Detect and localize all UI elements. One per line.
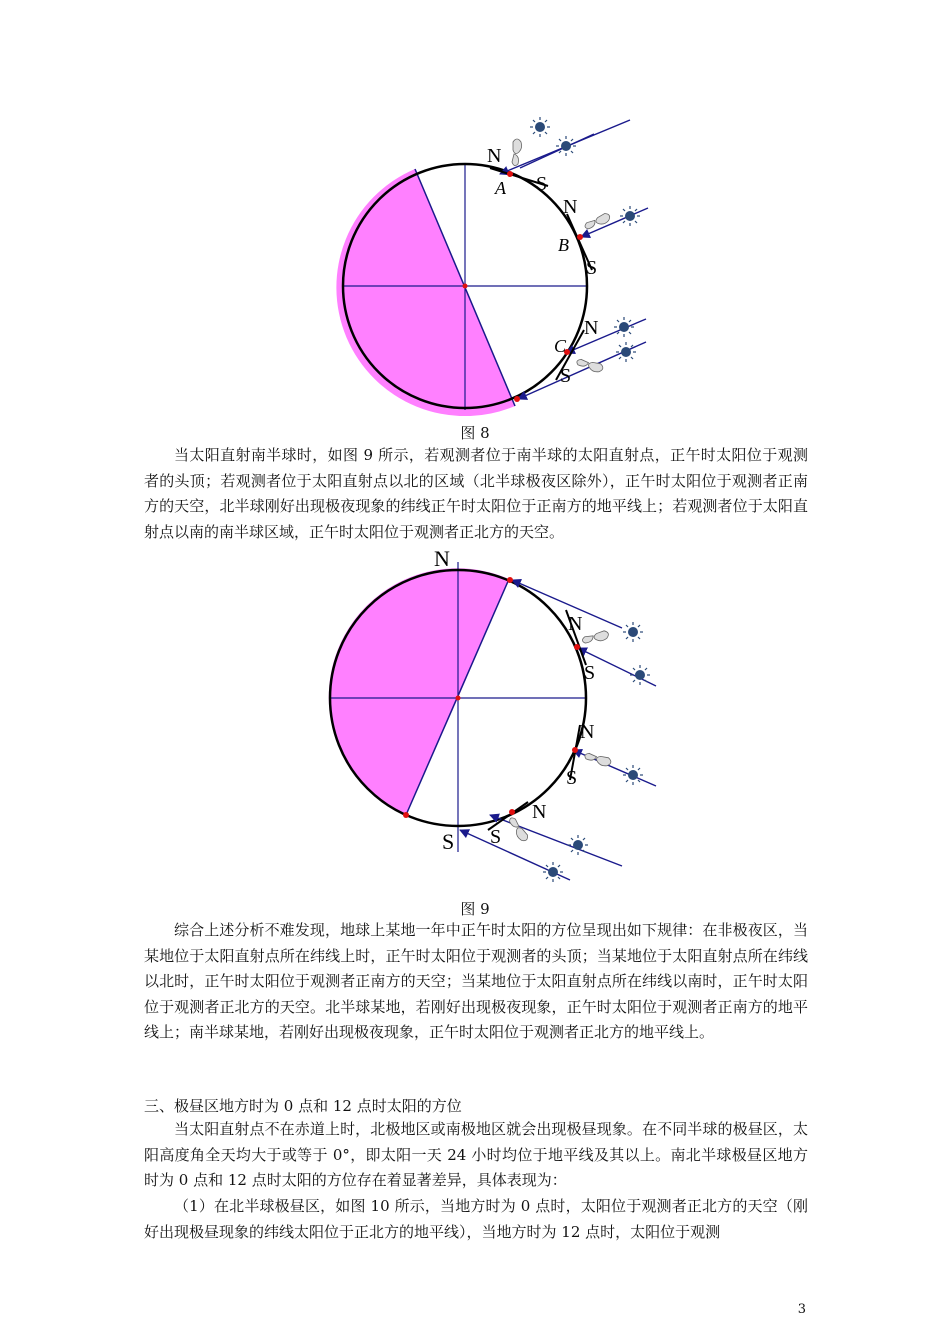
label-b: B: [558, 235, 569, 255]
label-s: S: [584, 662, 596, 684]
paragraph-1: 当太阳直射南半球时，如图 9 所示，若观测者位于南半球的太阳直射点，正午时太阳位于观测者的头顶；若观测者位于太阳直射点以北的区域（北半球极夜区除外），正午时太阳位于观测者正南方的天空，北半球刚好出现极夜现象的纬线正午时太阳位于正南方的地平线上；若观测者位于太阳直射点以南的南半球区域，正午时太阳位于观测者正北方的天空。: [144, 446, 808, 541]
label-s: S: [586, 257, 598, 279]
sun-icon: [614, 317, 634, 337]
terminator-point: [403, 812, 409, 818]
sun-icon: [543, 862, 563, 882]
label-n: N: [580, 721, 595, 743]
label-n: N: [487, 145, 502, 167]
figure-9-diagram: [320, 540, 670, 890]
sun-icon: [616, 342, 636, 362]
sun-icon: [568, 835, 588, 855]
terminator-point: [514, 396, 520, 402]
label-a: A: [495, 178, 506, 198]
page-number: 3: [797, 1302, 806, 1317]
sun-icon: [530, 117, 550, 137]
section-heading: 三、极昼区地方时为 0 点和 12 点时太阳的方位: [144, 1097, 462, 1115]
night-region: [336, 169, 515, 416]
sun-icon: [623, 622, 643, 642]
paragraph-3: 当太阳直射点不在赤道上时，北极地区或南极地区就会出现极昼现象。在不同半球的极昼区，太阳高度角全天均大于或等于 0°，即太阳一天 24 小时均位于地平线及其以上。南北半球极昼区地方时为 0 点和 12 点时太阳的方位存在着显著差异，具体表现为：: [144, 1120, 808, 1189]
figure-8-caption: 图 8: [460, 424, 490, 442]
observer-icon: [582, 629, 610, 647]
sun-icon: [630, 665, 650, 685]
sun-ray: [512, 580, 622, 628]
sun-icon: [623, 765, 643, 785]
earth-center: [456, 696, 461, 701]
paragraph-4: （1）在北半球极昼区，如图 10 所示，当地方时为 0 点时，太阳位于观测者正北方的天空（刚好出现极昼现象的纬线太阳位于正北方的地平线），当地方时为 12 点时，太阳位于观测: [144, 1197, 808, 1241]
terminator-point: [507, 577, 513, 583]
label-s: S: [490, 826, 502, 848]
observer-icon: [512, 139, 522, 166]
label-south-pole: S: [442, 829, 455, 854]
observer-point: [574, 644, 580, 650]
label-n: N: [532, 801, 547, 823]
sun-icon: [556, 136, 576, 156]
observer-point-a: [507, 171, 513, 177]
observer-point: [572, 747, 578, 753]
night-region: [329, 568, 509, 815]
label-n: N: [568, 613, 583, 635]
label-n: N: [563, 196, 578, 218]
label-s: S: [560, 365, 572, 387]
figure-9-caption: 图 9: [460, 900, 490, 918]
sun-ray: [520, 134, 594, 168]
sun-icon: [620, 206, 640, 226]
label-north-pole: N: [434, 546, 450, 571]
observer-point-b: [577, 234, 583, 240]
label-n: N: [584, 317, 599, 339]
observer-point: [509, 809, 515, 815]
label-s: S: [566, 767, 578, 789]
label-s: S: [536, 173, 548, 195]
earth-center: [463, 284, 468, 289]
paragraph-2: 综合上述分析不难发现，地球上某地一年中正午时太阳的方位呈现出如下规律：在非极夜区，当某地位于太阳直射点所在纬线上时，正午时太阳位于观测者的头顶；当某地位于太阳直射点所在纬线以北时，正午时太阳位于观测者正南方的天空；当某地位于太阳直射点所在纬线以南时，正午时太阳位于观测者正北方的天空。北半球某地，若刚好出现极夜现象，正午时太阳位于观测者正南方的地平线上；南半球某地，若刚好出现极夜现象，正午时太阳位于观测者正北方的地平线上。: [144, 921, 808, 1041]
label-c: C: [554, 336, 567, 356]
observer-icon: [584, 753, 612, 767]
figure-8-diagram: [330, 112, 660, 416]
